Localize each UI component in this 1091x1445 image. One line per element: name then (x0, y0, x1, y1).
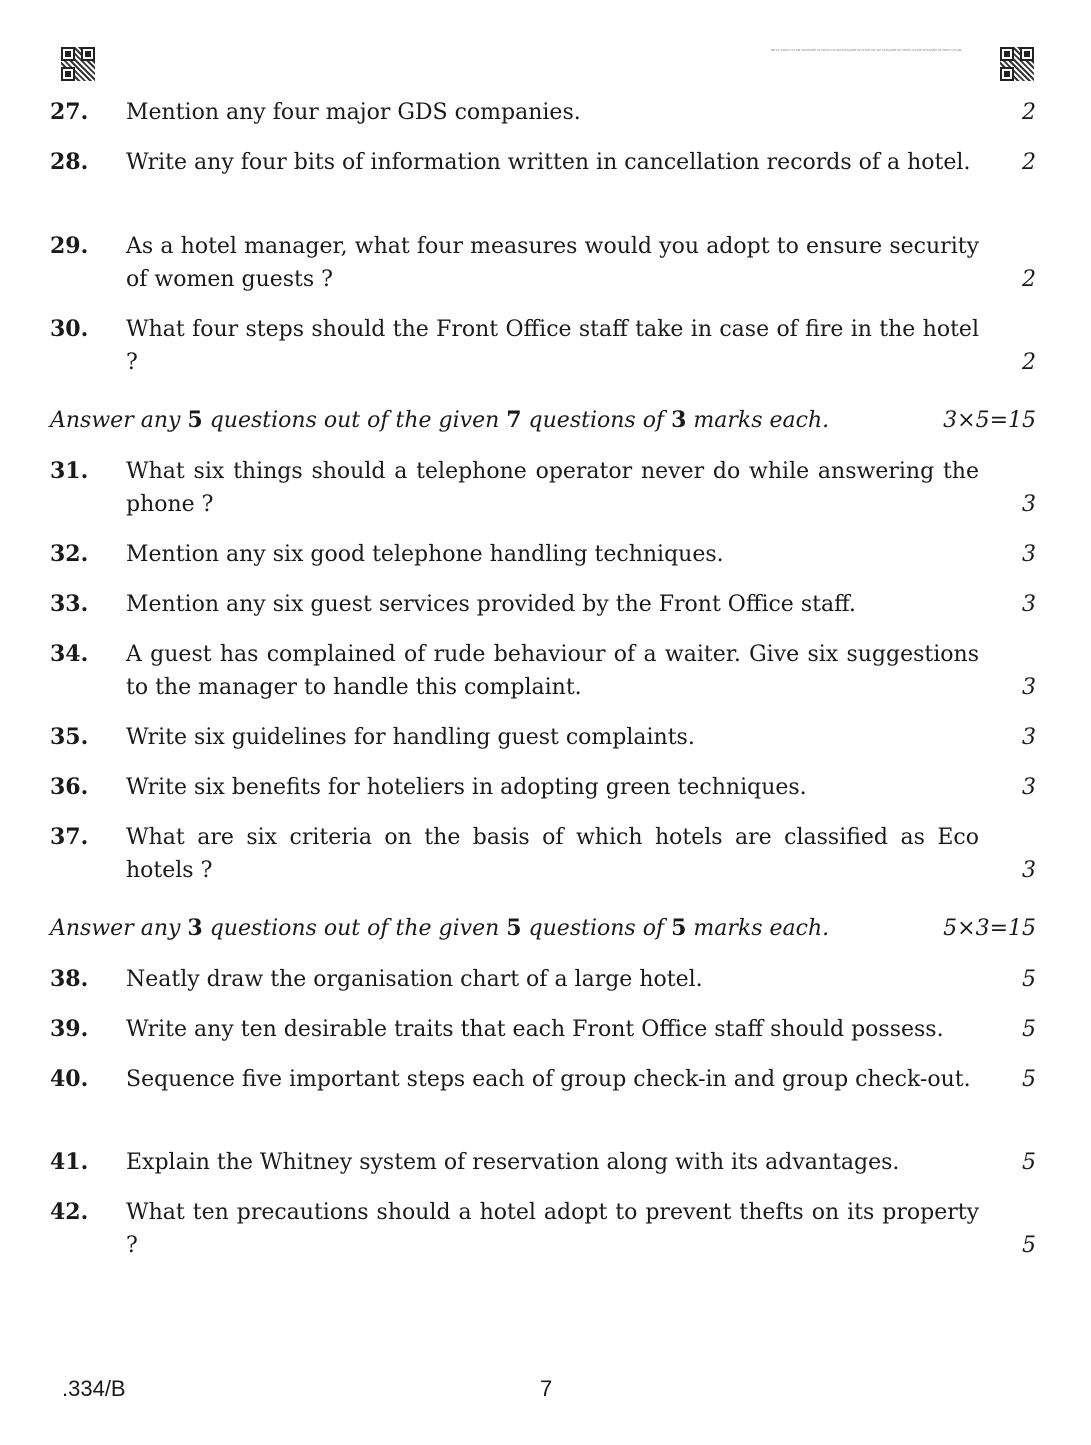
question-marks: 5 (1022, 1150, 1036, 1175)
instruction-number: 7 (506, 407, 522, 433)
question-number: 35. (50, 724, 89, 750)
question-30 (50, 313, 1036, 379)
question-34 (50, 638, 1036, 704)
qr-code-icon (60, 46, 96, 82)
question-39 (50, 1013, 1036, 1046)
question-number: 29. (50, 233, 89, 259)
section-marks: 5×3=15 (943, 916, 1036, 941)
instruction-number: 5 (671, 915, 687, 941)
question-text: Write any four bits of information written in cancellation records of a hotel. (126, 150, 971, 175)
question-number: 38. (50, 966, 89, 992)
question-marks: 3 (1022, 592, 1036, 617)
question-number: 40. (50, 1066, 89, 1092)
question-text: As a hotel manager, what four measures would you adopt to ensure security of women guests ? (126, 234, 979, 292)
question-37 (50, 821, 1036, 887)
instruction-text: Answer any (50, 916, 188, 941)
instruction-text: questions out of the given (202, 408, 507, 433)
question-number: 27. (50, 99, 89, 125)
instruction-text: Answer any (50, 408, 188, 433)
instruction-number: 3 (671, 407, 687, 433)
question-number: 28. (50, 149, 89, 175)
question-text: Neatly draw the organisation chart of a large hotel. (126, 967, 703, 992)
question-text: Write any ten desirable traits that each Front Office staff should possess. (126, 1017, 944, 1042)
question-marks: 3 (1022, 492, 1036, 517)
question-40 (50, 1063, 1036, 1096)
question-29 (50, 230, 1036, 296)
question-number: 30. (50, 316, 89, 342)
question-marks: 3 (1022, 725, 1036, 750)
instruction-text: marks each. (686, 408, 830, 433)
question-marks: 2 (1022, 267, 1036, 292)
question-marks: 5 (1022, 967, 1036, 992)
question-number: 36. (50, 774, 89, 800)
question-text: Write six benefits for hoteliers in adopting green techniques. (126, 775, 807, 800)
question-marks: 5 (1022, 1017, 1036, 1042)
instruction-text: marks each. (686, 916, 830, 941)
question-text: Mention any six guest services provided by the Front Office staff. (126, 592, 856, 617)
question-number: 33. (50, 591, 89, 617)
question-number: 32. (50, 541, 89, 567)
section-marks: 3×5=15 (943, 408, 1036, 433)
paper-code: .334/B (62, 1376, 126, 1401)
question-36 (50, 771, 1036, 804)
question-28 (50, 146, 1036, 179)
question-marks: 3 (1022, 775, 1036, 800)
question-text: Sequence five important steps each of group check-in and group check-out. (126, 1067, 971, 1092)
question-number: 42. (50, 1199, 89, 1225)
question-marks: 5 (1022, 1233, 1036, 1258)
question-42 (50, 1196, 1036, 1262)
question-marks: 5 (1022, 1067, 1036, 1092)
qr-code-icon (999, 46, 1035, 82)
question-text: What six things should a telephone operator never do while answering the phone ? (126, 459, 979, 517)
question-text: What ten precautions should a hotel adopt to prevent thefts on its property ? (126, 1200, 979, 1258)
question-35 (50, 721, 1036, 754)
question-number: 34. (50, 641, 89, 667)
micro-security-text: RE’16 CHCH CH’AM SCHAAMT’W CHCH CH’AM SCHAAMT’W CHCH CH’AM SCHAAMT’W CHCH CH’AM SCHAAMT’W CHCH CH’AM (771, 48, 962, 52)
instruction-text: questions of (521, 916, 672, 941)
question-32 (50, 538, 1036, 571)
question-marks: 2 (1022, 350, 1036, 375)
instruction-number: 5 (506, 915, 522, 941)
question-marks: 3 (1022, 542, 1036, 567)
question-text: Mention any six good telephone handling techniques. (126, 542, 724, 567)
question-text: Mention any four major GDS companies. (126, 100, 581, 125)
question-number: 31. (50, 458, 89, 484)
question-number: 37. (50, 824, 89, 850)
instruction-number: 5 (187, 407, 203, 433)
question-text: What four steps should the Front Office staff take in case of fire in the hotel ? (126, 317, 979, 375)
section-instruction-5-marks (50, 912, 1036, 945)
page-number: 7 (540, 1376, 553, 1401)
instruction-text: questions out of the given (202, 916, 507, 941)
question-text: What are six criteria on the basis of which hotels are classified as Eco hotels ? (126, 825, 979, 883)
question-marks: 2 (1022, 100, 1036, 125)
instruction-number: 3 (187, 915, 203, 941)
question-marks: 2 (1022, 150, 1036, 175)
question-number: 41. (50, 1149, 89, 1175)
section-instruction-3-marks (50, 404, 1036, 437)
question-31 (50, 455, 1036, 521)
question-marks: 3 (1022, 858, 1036, 883)
instruction-text: questions of (521, 408, 672, 433)
question-text: A guest has complained of rude behaviour of a waiter. Give six suggestions to the manager to handle this complaint. (126, 642, 979, 700)
question-33 (50, 588, 1036, 621)
question-text: Write six guidelines for handling guest complaints. (126, 725, 695, 750)
question-27 (50, 96, 1036, 129)
question-number: 39. (50, 1016, 89, 1042)
question-text: Explain the Whitney system of reservation along with its advantages. (126, 1150, 900, 1175)
question-38 (50, 963, 1036, 996)
question-41 (50, 1146, 1036, 1179)
question-marks: 3 (1022, 675, 1036, 700)
